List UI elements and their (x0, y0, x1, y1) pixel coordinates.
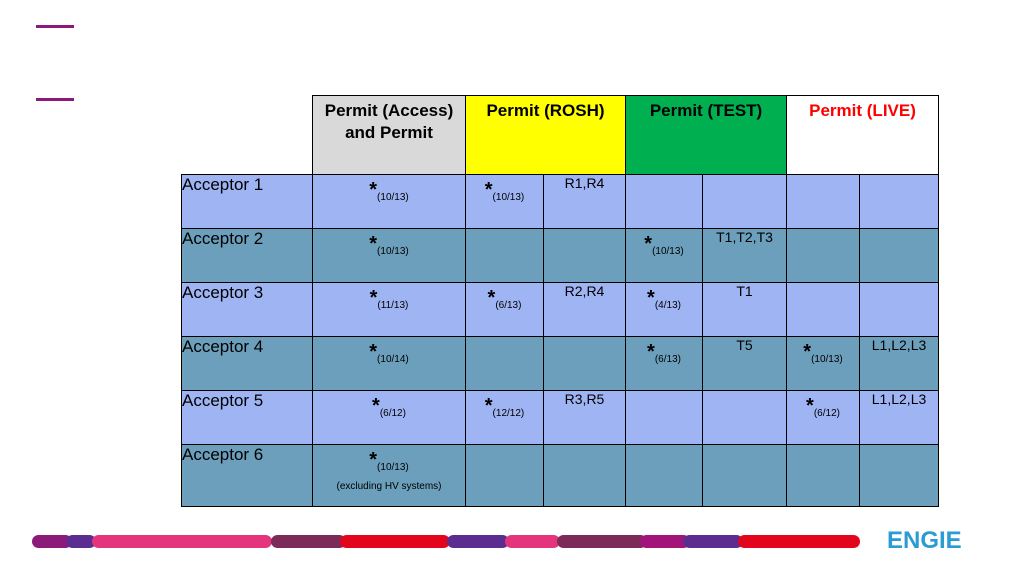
acceptor-label: Acceptor 2 (182, 229, 313, 283)
mark-wrap (626, 445, 702, 451)
accent-line-top (36, 25, 74, 28)
mark-wrap (466, 337, 543, 343)
mark-wrap (787, 391, 859, 417)
test-mark-cell (626, 391, 703, 445)
test_code-code-cell: T1 (703, 283, 787, 337)
footer-bar-segment (505, 535, 560, 548)
rosh-mark-cell (466, 445, 544, 507)
test_code-code-cell (703, 445, 787, 507)
table-row (182, 337, 939, 391)
fraction-label: (10/13) (377, 462, 409, 473)
table-row (182, 175, 939, 229)
access-mark-cell (313, 391, 466, 445)
star-mark: * (372, 395, 380, 417)
acceptor-label: Acceptor 6 (182, 445, 313, 507)
access-mark-cell (313, 175, 466, 229)
test-mark-cell (626, 229, 703, 283)
header-permit-test: Permit (TEST) (626, 96, 787, 175)
rosh-mark-cell (466, 229, 544, 283)
acceptor-label: Acceptor 1 (182, 175, 313, 229)
footer-bar-segment (92, 535, 272, 548)
star-mark: * (484, 179, 493, 201)
rosh_code-code-cell (544, 445, 626, 507)
access-mark-cell (313, 283, 466, 337)
mark-wrap (466, 229, 543, 235)
live-mark-cell (787, 175, 860, 229)
access-mark-cell (313, 337, 466, 391)
star-mark: * (647, 341, 655, 363)
star-mark: * (803, 341, 812, 363)
header-row (182, 96, 939, 175)
header-permit-live: Permit (LIVE) (787, 96, 939, 175)
table-row (182, 391, 939, 445)
star-mark: * (484, 395, 493, 417)
mark-wrap (466, 445, 543, 451)
fraction-label: (6/12) (813, 408, 840, 419)
mark-wrap (466, 391, 543, 417)
test_code-code-cell: T1,T2,T3 (703, 229, 787, 283)
star-mark: * (647, 287, 655, 309)
star-mark: * (369, 341, 378, 363)
footer-bar-segment (447, 535, 509, 548)
mark-wrap (787, 175, 859, 181)
fraction-label: (11/13) (377, 300, 409, 311)
mark-wrap (313, 337, 465, 363)
rosh_code-code-cell: R3,R5 (544, 391, 626, 445)
footer-bar-segment (340, 535, 450, 548)
table-row (182, 283, 939, 337)
corner-cell (182, 96, 313, 175)
live_code-code-cell (860, 283, 939, 337)
test-mark-cell (626, 283, 703, 337)
star-mark: * (369, 179, 378, 201)
live-mark-cell (787, 283, 860, 337)
live_code-code-cell (860, 175, 939, 229)
live-mark-cell (787, 391, 860, 445)
fraction-label: (6/13) (654, 354, 681, 365)
mark-wrap (466, 175, 543, 201)
mark-wrap (313, 391, 465, 417)
footer-bar-segment (271, 535, 346, 548)
mark-wrap (466, 283, 543, 309)
star-mark: * (369, 233, 378, 255)
mark-wrap (787, 445, 859, 451)
test_code-code-cell (703, 175, 787, 229)
fraction-label: (4/13) (654, 300, 681, 311)
acceptor-label: Acceptor 4 (182, 337, 313, 391)
header-permit-access: Permit (Access) and Permit (313, 96, 466, 175)
test-mark-cell (626, 445, 703, 507)
fraction-label: (10/13) (377, 192, 409, 203)
mark-wrap (313, 283, 465, 309)
test_code-code-cell (703, 391, 787, 445)
live-mark-cell (787, 337, 860, 391)
access-mark-cell (313, 229, 466, 283)
fraction-label: (10/13) (492, 192, 525, 203)
mark-wrap (313, 175, 465, 201)
star-mark: * (369, 449, 378, 471)
star-mark: * (644, 233, 653, 255)
rosh-mark-cell (466, 175, 544, 229)
live-mark-cell (787, 229, 860, 283)
rosh-mark-cell (466, 337, 544, 391)
star-mark: * (487, 287, 496, 309)
mark-wrap (626, 175, 702, 181)
rosh_code-code-cell (544, 337, 626, 391)
mark-wrap (626, 229, 702, 255)
table-row (182, 445, 939, 507)
header-permit-rosh: Permit (ROSH) (466, 96, 626, 175)
test-mark-cell (626, 175, 703, 229)
engie-logo: ENGIE (887, 527, 962, 554)
fraction-label: (10/14) (377, 354, 409, 365)
footer-bar-segment (557, 535, 647, 548)
fraction-label: (10/13) (811, 354, 843, 365)
test_code-code-cell: T5 (703, 337, 787, 391)
fraction-label: (10/13) (652, 246, 684, 257)
acceptor-label: Acceptor 5 (182, 391, 313, 445)
mark-wrap (313, 229, 465, 255)
access-mark-cell (313, 445, 466, 507)
accent-line-middle (36, 98, 74, 101)
live_code-code-cell (860, 229, 939, 283)
footer-bar-segment (683, 535, 743, 548)
table-row (182, 229, 939, 283)
rosh-mark-cell (466, 283, 544, 337)
footer-bar-segment (738, 535, 860, 548)
mark-wrap (626, 391, 702, 397)
mark-wrap (787, 229, 859, 235)
star-mark: * (806, 395, 814, 417)
test-mark-cell (626, 337, 703, 391)
rosh_code-code-cell: R1,R4 (544, 175, 626, 229)
live_code-code-cell: L1,L2,L3 (860, 391, 939, 445)
live_code-code-cell: L1,L2,L3 (860, 337, 939, 391)
fraction-label: (6/13) (495, 300, 522, 311)
permit-matrix-table (181, 95, 939, 507)
rosh_code-code-cell: R2,R4 (544, 283, 626, 337)
fraction-label: (6/12) (379, 408, 406, 419)
fraction-label: (10/13) (377, 246, 409, 257)
mark-wrap (313, 445, 465, 471)
mark-wrap (787, 283, 859, 289)
acceptor-label: Acceptor 3 (182, 283, 313, 337)
mark-wrap (626, 283, 702, 309)
rosh-mark-cell (466, 391, 544, 445)
mark-wrap (787, 337, 859, 363)
mark-wrap (626, 337, 702, 363)
rosh_code-code-cell (544, 229, 626, 283)
exclusion-note: (excluding HV systems) (336, 481, 442, 492)
live-mark-cell (787, 445, 860, 507)
live_code-code-cell (860, 445, 939, 507)
star-mark: * (369, 287, 378, 309)
fraction-label: (12/12) (492, 408, 525, 419)
